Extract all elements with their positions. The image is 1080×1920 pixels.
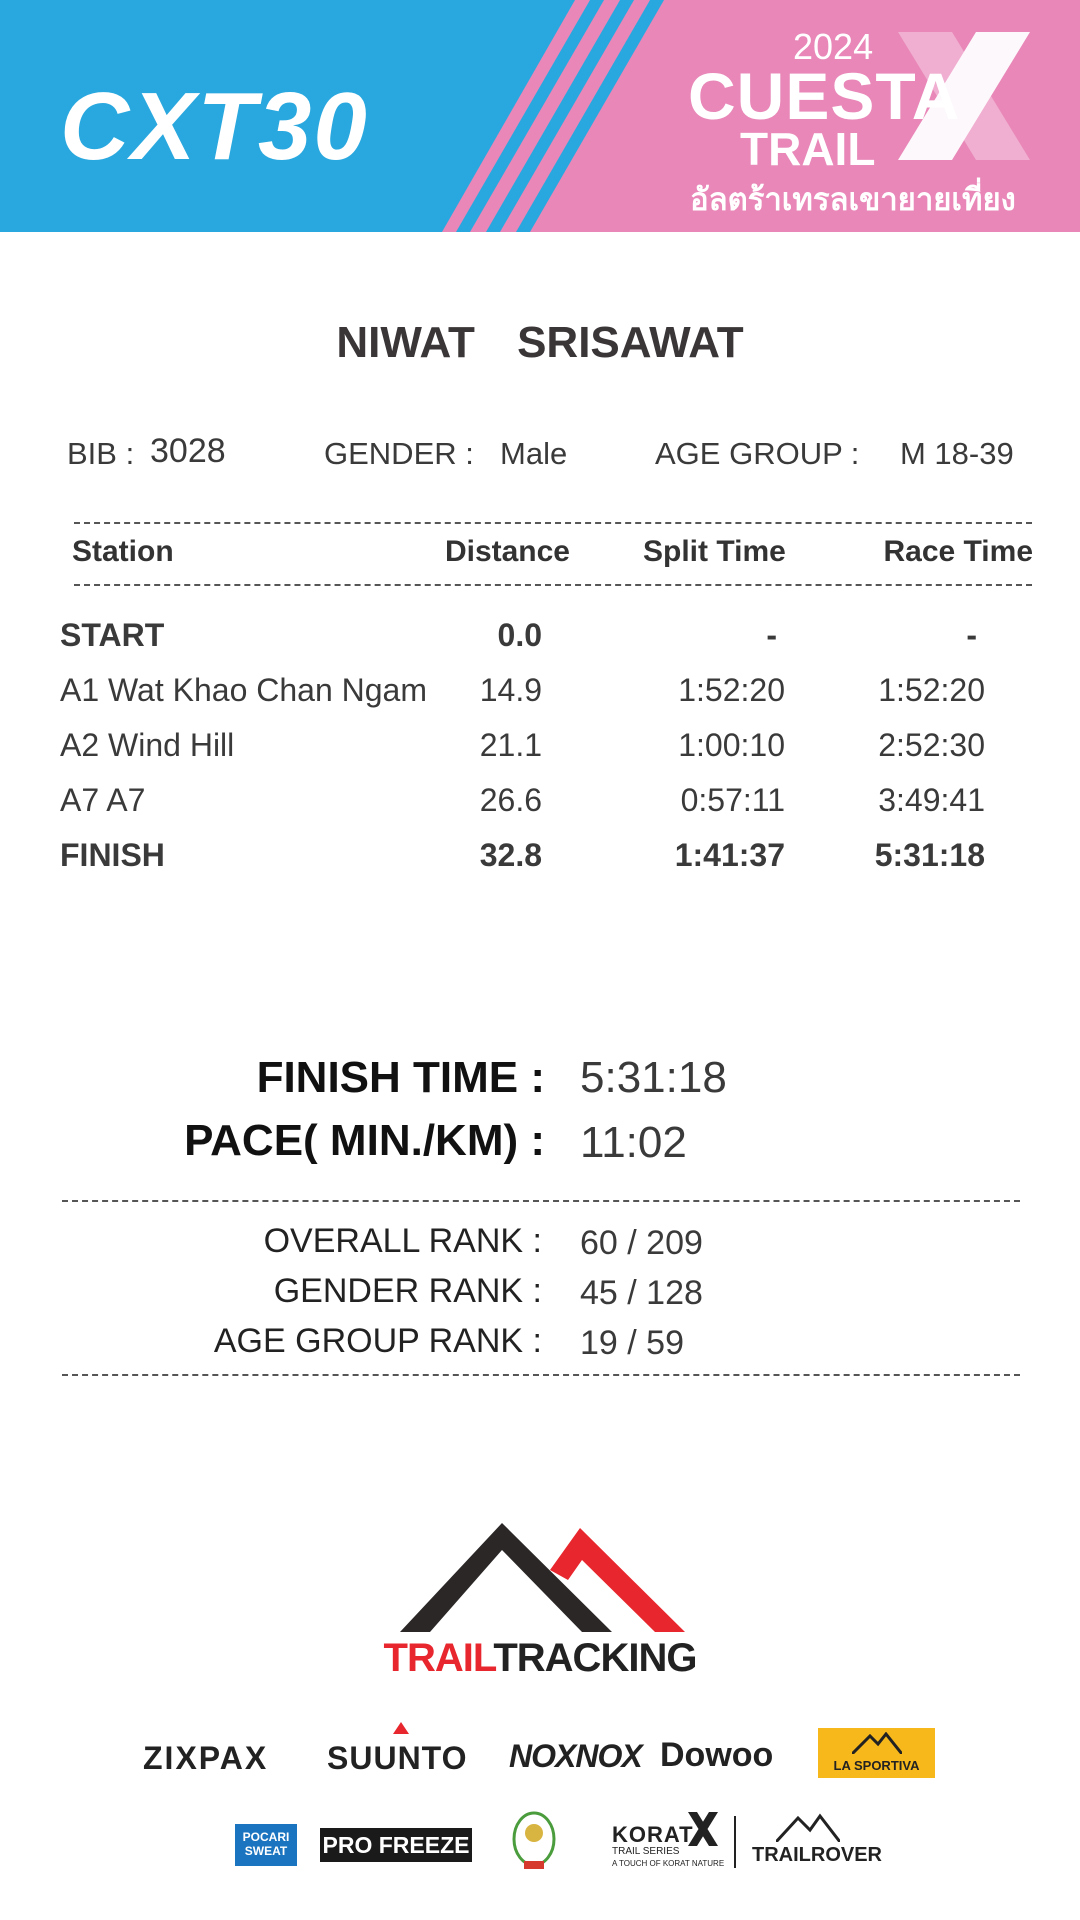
race-time-cell: 2:52:30	[878, 727, 985, 763]
event-year: 2024	[793, 26, 874, 67]
divider	[62, 1200, 1020, 1202]
sponsor-korat-tagline: A TOUCH OF KORAT NATURE	[612, 1859, 725, 1868]
mountain-logo-icon	[400, 1520, 685, 1632]
split-time-cell: 1:52:20	[678, 672, 785, 708]
lasportiva-badge	[818, 1728, 935, 1778]
split-time-cell: 0:57:11	[680, 782, 785, 818]
race-time-cell: 1:52:20	[878, 672, 985, 708]
station-cell: START	[60, 617, 165, 653]
trailtracking-red: TRAIL	[383, 1636, 494, 1680]
race-time-cell: 3:49:41	[878, 782, 985, 818]
sponsor-korat-series: TRAIL SERIES	[612, 1846, 680, 1857]
age-group-rank-label: AGE GROUP RANK :	[213, 1322, 542, 1360]
sponsor-lasportiva: LA SPORTIVA	[833, 1758, 920, 1773]
sponsor-suunto: SUUNTO	[327, 1740, 468, 1776]
sponsor-trailrover: TRAILROVER	[752, 1844, 882, 1866]
suunto-triangle-icon	[393, 1722, 409, 1734]
korat-x-icon	[688, 1812, 718, 1846]
overall-rank-value: 60 / 209	[580, 1224, 703, 1262]
col-header-distance: Distance	[444, 535, 570, 568]
station-cell: FINISH	[60, 837, 165, 873]
gender-rank-label: GENDER RANK :	[273, 1272, 542, 1310]
sponsor-divider	[734, 1816, 736, 1868]
age-group-rank-value: 19 / 59	[580, 1324, 684, 1362]
event-logo: CXT30	[60, 73, 369, 180]
sponsor-korat: KORAT	[612, 1822, 694, 1847]
distance-cell: 14.9	[479, 672, 542, 708]
split-time-cell: -	[766, 617, 777, 653]
gender-label: GENDER :	[324, 436, 474, 471]
seal-emblem-icon	[510, 1805, 558, 1873]
trailtracking-black: TRACKING	[493, 1636, 697, 1680]
brand-line1: CUESTA	[688, 59, 961, 133]
distance-cell: 32.8	[479, 837, 542, 873]
race-time-cell: 5:31:18	[874, 837, 985, 873]
finish-time-label: FINISH TIME :	[256, 1053, 545, 1102]
trailtracking-logo	[0, 1636, 1080, 1681]
station-cell: A7 A7	[60, 782, 146, 818]
sponsor-noxnox: NOXNOX	[509, 1738, 642, 1774]
brand-line2: TRAIL	[740, 123, 876, 175]
col-header-station: Station	[72, 535, 174, 568]
sponsor-pocari: POCARI SWEAT	[235, 1824, 297, 1866]
divider	[62, 1374, 1020, 1376]
runner-name: NIWAT SRISAWAT	[336, 318, 744, 367]
divider	[74, 522, 1032, 524]
divider	[74, 584, 1032, 586]
gender-rank-value: 45 / 128	[580, 1274, 703, 1312]
age-group-value: M 18-39	[900, 436, 1014, 471]
race-time-cell: -	[966, 617, 977, 653]
station-cell: A2 Wind Hill	[60, 727, 235, 763]
gender-value: Male	[500, 436, 568, 471]
distance-cell: 0.0	[497, 617, 542, 653]
col-header-split: Split Time	[643, 535, 786, 568]
finish-time-value: 5:31:18	[580, 1053, 727, 1102]
pace-label: PACE( MIN./KM) :	[184, 1116, 545, 1165]
bib-value: 3028	[150, 432, 226, 470]
bib-label: BIB :	[67, 436, 135, 471]
event-header	[0, 0, 1080, 232]
sponsor-zixpax: ZIXPAX	[143, 1740, 269, 1776]
thai-tagline: อัลตร้าเทรลเขายายเที่ยง	[690, 182, 1016, 217]
col-header-race: Race Time	[883, 535, 1033, 568]
sponsor-dowoo: Dowoo	[660, 1736, 774, 1774]
station-cell: A1 Wat Khao Chan Ngam	[60, 672, 427, 708]
overall-rank-label: OVERALL RANK :	[263, 1222, 542, 1260]
mountain-icon	[852, 1732, 902, 1754]
split-time-cell: 1:41:37	[674, 837, 785, 873]
sponsor-profreeze: PRO FREEZE	[320, 1828, 472, 1862]
age-group-label: AGE GROUP :	[655, 436, 860, 471]
distance-cell: 21.1	[479, 727, 542, 763]
split-time-cell: 1:00:10	[678, 727, 785, 763]
distance-cell: 26.6	[479, 782, 542, 818]
pace-value: 11:02	[580, 1118, 687, 1167]
trailrover-mountain-icon	[776, 1812, 840, 1842]
